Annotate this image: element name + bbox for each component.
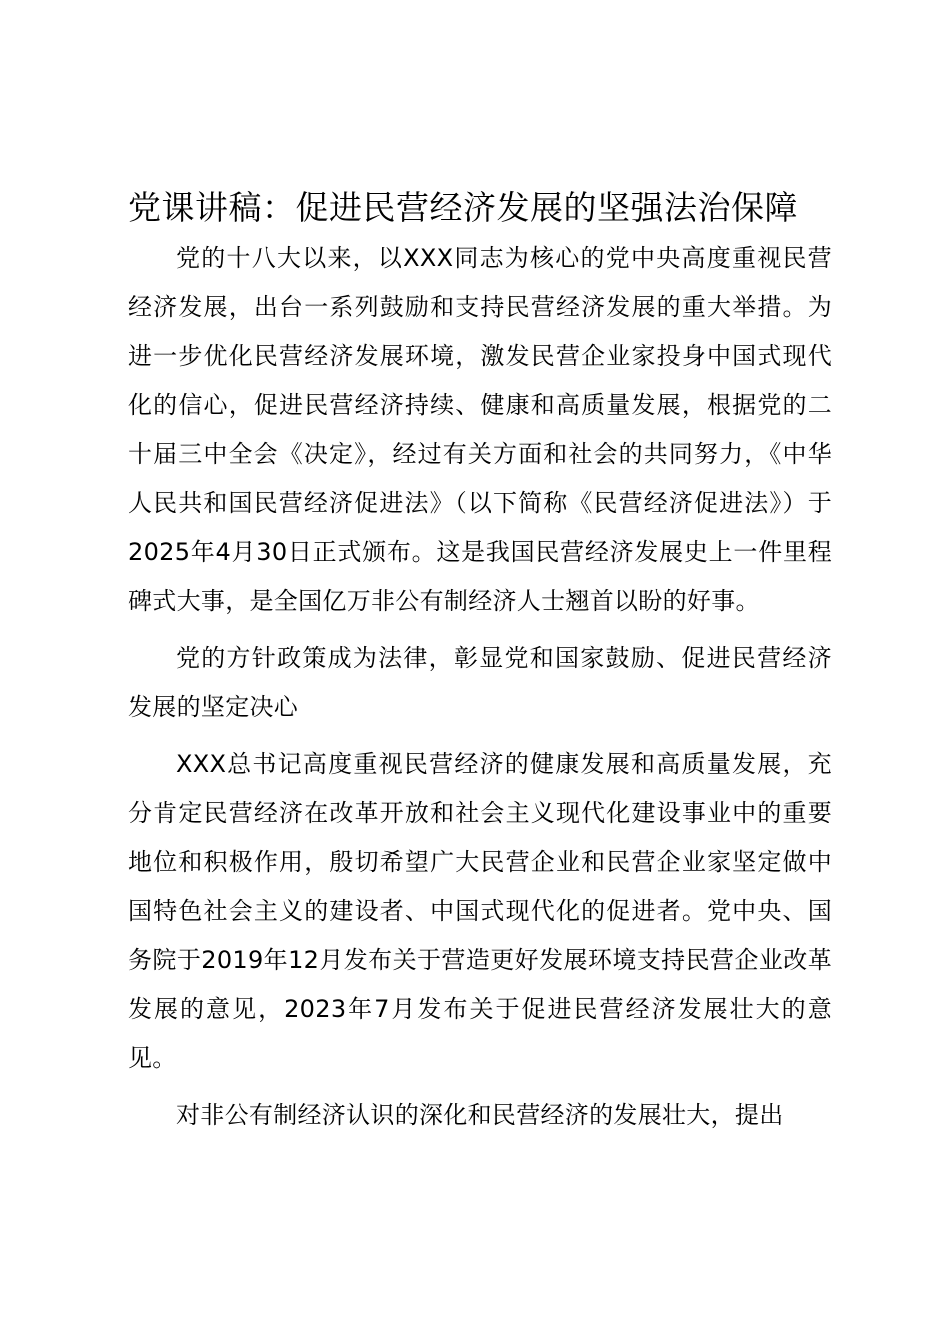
document-body bbox=[128, 234, 832, 1148]
paragraph-heading-policy: 党的方针政策成为法律，彰显党和国家鼓励、促进民营经济发展的坚定决心 bbox=[128, 644, 832, 721]
paragraph-non-public-economy: 对非公有制经济认识的深化和民营经济的发展壮大，提出 bbox=[176, 1101, 784, 1129]
paragraph-intro: 党的十八大以来，以XXX同志为核心的党中央高度重视民营经济发展，出台一系列鼓励和支持民营经济发展的重大举措。为进一步优化民营经济发展环境，激发民营企业家投身中国式现代化的信心，促进民营经济持续、健康和高质量发展，根据党的二十届三中全会《决定》，经过有关方面和社会的共同努力，《中华人民共和国民营经济促进法》（以下简称《民营经济促进法》）于2025年4月30日正式颁布。这是我国民营经济发展史上一件里程碑式大事，是全国亿万非公有制经济人士翘首以盼的好事。 bbox=[128, 244, 832, 615]
document-title: 党课讲稿：促进民营经济发展的坚强法治保障 bbox=[128, 188, 798, 227]
paragraph-general-secretary: XXX总书记高度重视民营经济的健康发展和高质量发展，充分肯定民营经济在改革开放和社会主义现代化建设事业中的重要地位和积极作用，殷切希望广大民营企业和民营企业家坚定做中国特色社会主义的建设者、中国式现代化的促进者。党中央、国务院于2019年12月发布关于营造更好发展环境支持民营企业改革发展的意见，2023年7月发布关于促进民营经济发展壮大的意见。 bbox=[128, 750, 832, 1072]
